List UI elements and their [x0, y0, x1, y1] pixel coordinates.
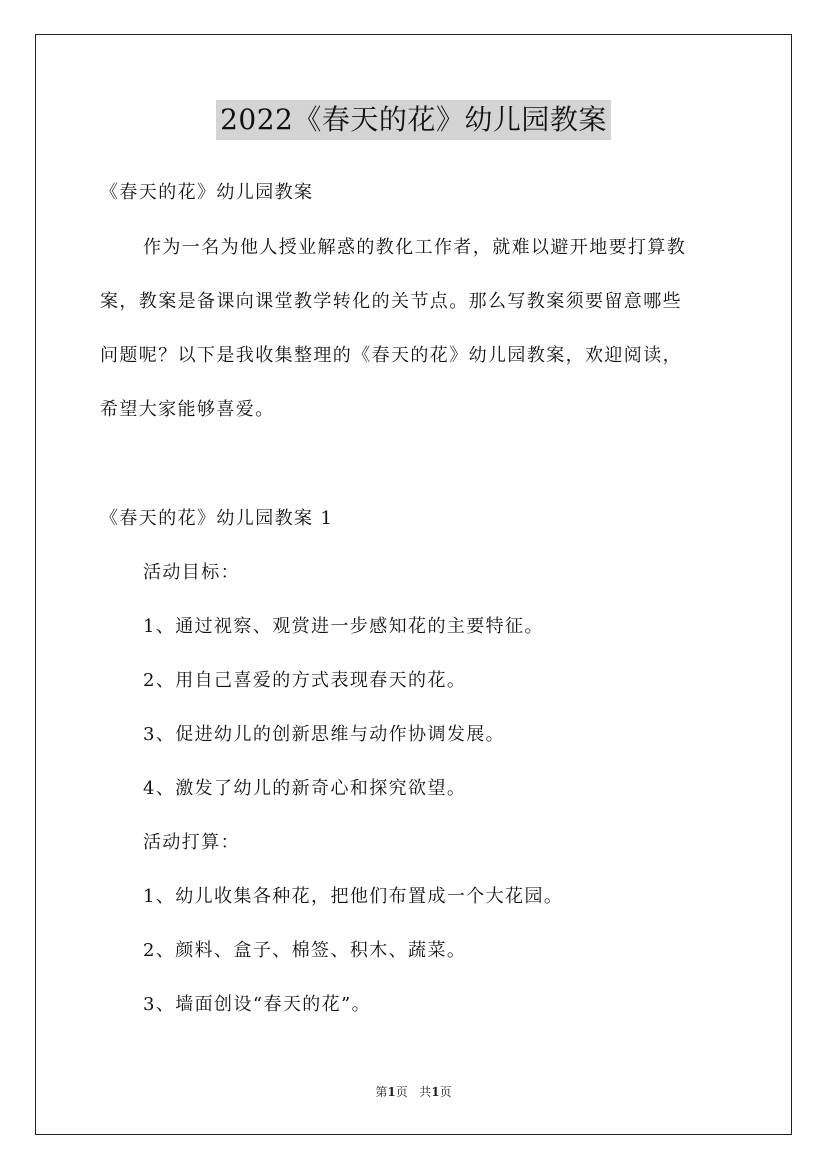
total-pages: 1 [431, 1085, 440, 1099]
goals-heading: 活动目标： [143, 562, 240, 583]
goal-item-1: 1、通过视察、观赏进一步感知花的主要特征。 [143, 616, 544, 637]
goal-item-2: 2、用自己喜爱的方式表现春天的花。 [143, 670, 467, 691]
goal-item-4: 4、激发了幼儿的新奇心和探究欲望。 [143, 778, 467, 799]
intro-line-2: 案，教案是备课向课堂教学转化的关节点。那么写教案须要留意哪些 [100, 291, 682, 312]
prep-item-1: 1、幼儿收集各种花，把他们布置成一个大花园。 [143, 886, 564, 907]
prep-heading: 活动打算： [143, 832, 240, 853]
document-title: 2022《春天的花》幼儿园教案 [216, 100, 611, 140]
page-prefix: 第 [375, 1085, 388, 1099]
intro-line-3: 问题呢？以下是我收集整理的《春天的花》幼儿园教案，欢迎阅读， [100, 345, 682, 366]
intro-line-4: 希望大家能够喜爱。 [100, 399, 275, 420]
intro-line-1: 作为一名为他人授业解惑的教化工作者，就难以避开地要打算教 [143, 237, 687, 258]
total-suffix: 页 [439, 1085, 452, 1099]
prep-item-3: 3、墙面创设“春天的花”。 [143, 994, 372, 1015]
total-prefix: 共 [419, 1085, 432, 1099]
prep-item-2: 2、颜料、盒子、棉签、积木、蔬菜。 [143, 940, 467, 961]
goal-item-3: 3、促进幼儿的创新思维与动作协调发展。 [143, 724, 506, 745]
page-footer [0, 1084, 827, 1100]
page-number: 1 [387, 1085, 396, 1099]
section-heading: 《春天的花》幼儿园教案 1 [100, 508, 334, 529]
title-wrap [0, 100, 827, 140]
document-subtitle: 《春天的花》幼儿园教案 [100, 182, 314, 203]
page-suffix: 页 [395, 1085, 408, 1099]
